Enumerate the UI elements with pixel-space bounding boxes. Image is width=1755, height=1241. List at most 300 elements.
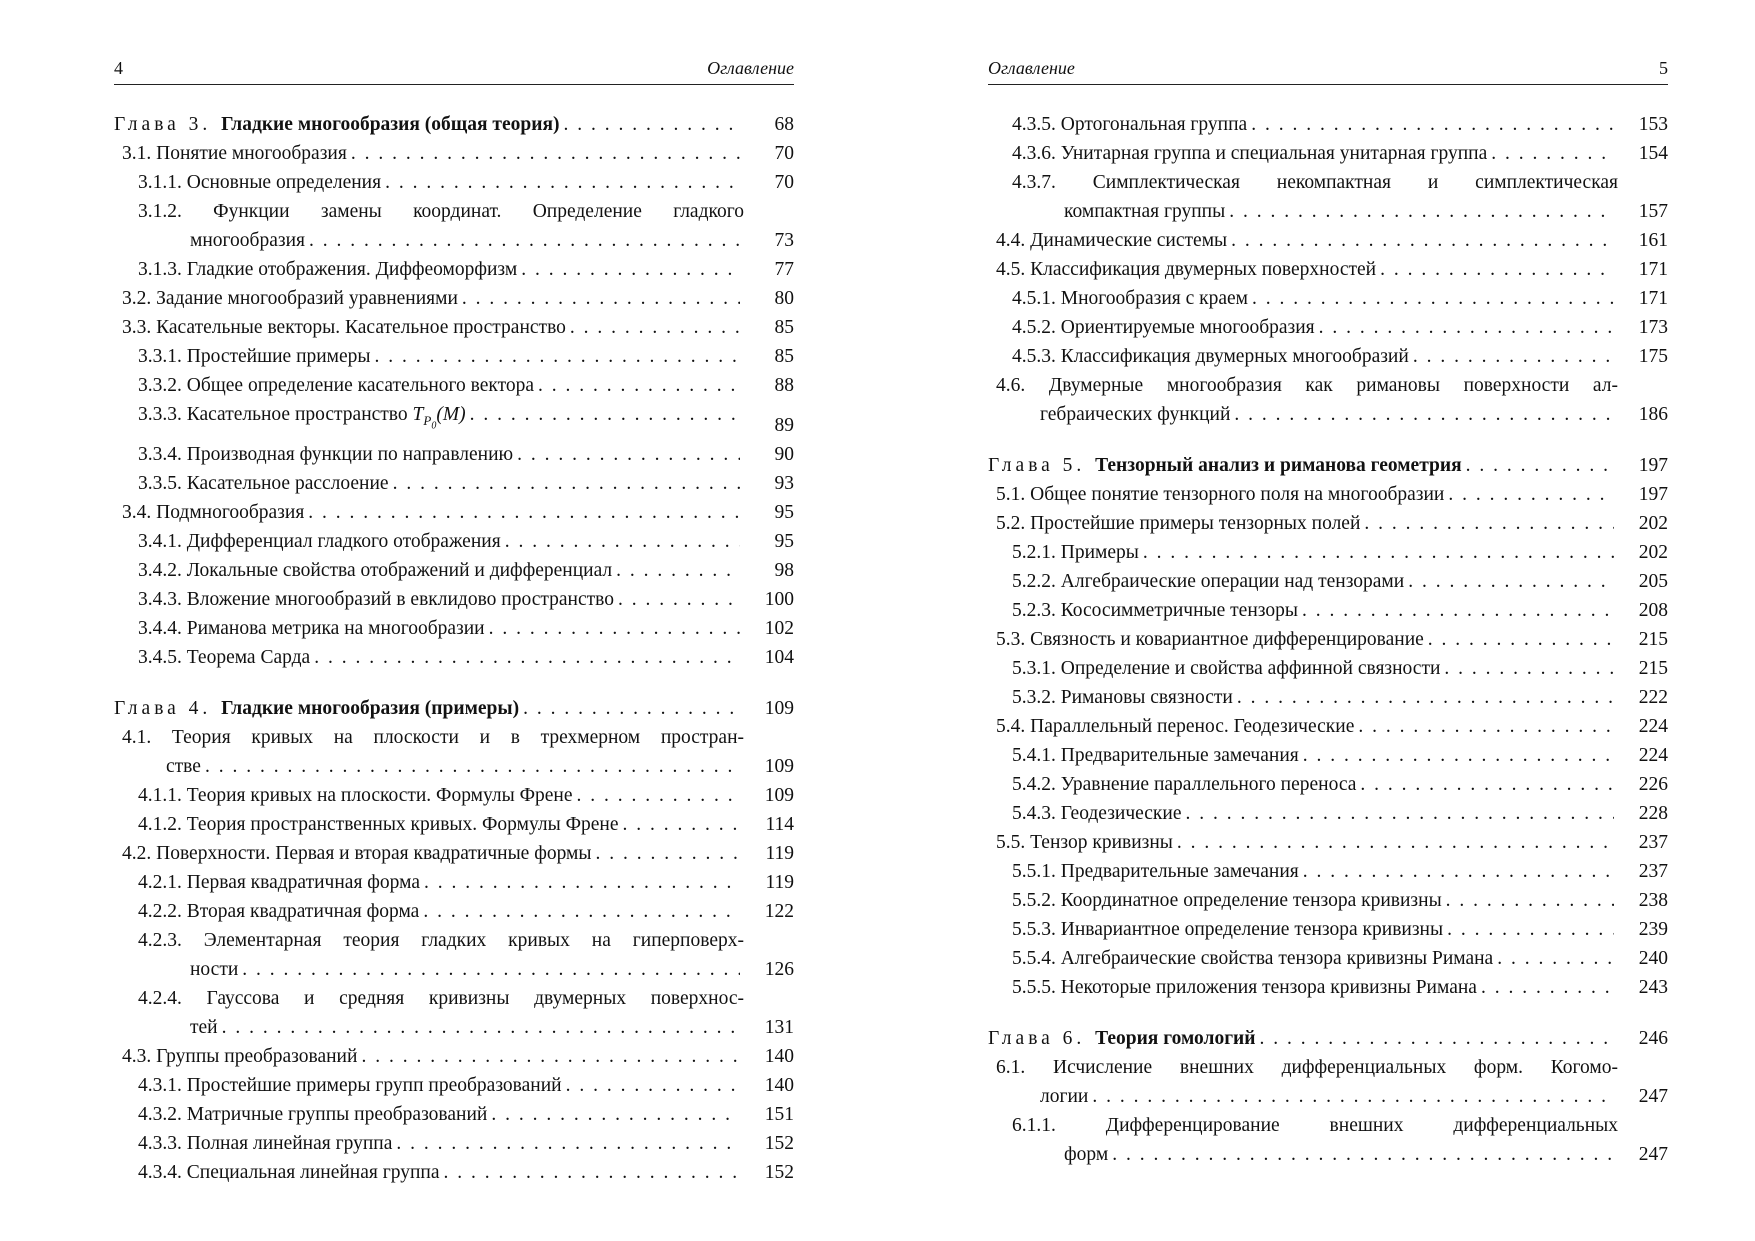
page-reference: 95 [774, 502, 794, 524]
dot-leader [1448, 480, 1614, 509]
entry-line [138, 469, 744, 498]
dot-leader [517, 440, 740, 469]
dot-leader [616, 556, 740, 585]
entry-line [122, 313, 744, 342]
toc-entry[interactable] [114, 810, 794, 839]
entry-line [138, 614, 744, 643]
page-reference: 152 [764, 1162, 794, 1184]
entry-text-continued: компактная группы [1064, 201, 1226, 222]
dot-leader [1303, 741, 1614, 770]
entry-title: 3.3. Касательные векторы. Касательное пространство [122, 317, 566, 338]
entry-title: 3.1.3. Гладкие отображения. Диффеоморфизм [138, 259, 518, 280]
page-reference: 126 [764, 959, 794, 981]
chapter-label: Глава 4. [114, 698, 212, 720]
page-reference: 77 [774, 259, 794, 280]
entry-title: 4.2.2. Вторая квадратичная форма [138, 901, 420, 923]
dot-leader [1260, 1024, 1614, 1053]
entry-title: 3.3.1. Простейшие примеры [138, 346, 371, 367]
page-reference: 152 [764, 1133, 794, 1155]
toc-entry[interactable] [988, 915, 1668, 944]
dot-leader [521, 255, 740, 284]
table-of-contents [988, 110, 1668, 1169]
dot-leader [1302, 596, 1614, 625]
dot-leader [1380, 255, 1614, 284]
chapter-label: Глава 3. [114, 114, 212, 135]
chapter-title: Теория гомологий [1095, 1028, 1256, 1049]
entry-title: 5.3.2. Римановы связности [1012, 687, 1233, 708]
entry-title: 3.4.3. Вложение многообразий в евклидово пространство [138, 589, 614, 611]
toc-entry[interactable] [114, 440, 794, 469]
entry-line [1012, 857, 1618, 886]
dot-leader [309, 226, 740, 255]
page-reference: 237 [1638, 861, 1668, 882]
dot-leader [1360, 770, 1614, 799]
toc-entry[interactable] [114, 585, 794, 614]
entry-title: 4.3.2. Матричные группы преобразований [138, 1104, 488, 1126]
page-reference: 90 [774, 444, 794, 466]
toc-entry[interactable] [988, 226, 1668, 255]
chapter-title: Гладкие многообразия (примеры) [221, 698, 520, 720]
page-reference: 240 [1638, 948, 1668, 969]
chapter-label: Глава 5. [988, 455, 1086, 476]
chapter-heading [988, 1024, 1256, 1053]
page-reference: 224 [1638, 745, 1668, 766]
toc-entry[interactable] [114, 527, 794, 556]
formula-argument: (M) [436, 404, 466, 425]
page-reference: 237 [1638, 832, 1668, 853]
toc-entry[interactable] [114, 897, 794, 926]
dot-leader [1466, 451, 1614, 480]
running-title: Оглавление [707, 58, 794, 78]
entry-title: 3.4. Подмногообразия [122, 502, 305, 524]
page-reference: 175 [1638, 346, 1668, 367]
page-reference: 161 [1638, 230, 1668, 251]
formula-sub: P [423, 412, 432, 428]
toc-entry[interactable] [114, 984, 794, 1042]
toc-entry[interactable] [988, 712, 1668, 741]
dot-leader [1303, 857, 1614, 886]
page-number: 4 [114, 58, 123, 78]
entry-text-line1: 3.1.2. Функции замены координат. Определение гладкого [138, 201, 744, 222]
page-reference: 222 [1638, 687, 1668, 708]
entry-title: 3.1.1. Основные определения [138, 172, 382, 193]
chapter-label: Глава 6. [988, 1028, 1086, 1049]
dot-leader [242, 955, 740, 984]
entry-line [138, 371, 744, 400]
entry-text: 3.3.3. Касательное пространство [138, 404, 408, 425]
entry-title: 3.2. Задание многообразий уравнениями [122, 288, 458, 309]
dot-leader [351, 139, 740, 168]
entry-line [1012, 944, 1618, 973]
entry-line [1012, 886, 1618, 915]
entry-title: 3.4.2. Локальные свойства отображений и дифференциал [138, 560, 613, 582]
dot-leader [1444, 654, 1614, 683]
toc-entry[interactable] [114, 284, 794, 313]
page-reference: 154 [1638, 143, 1668, 164]
entry-line [138, 1129, 744, 1158]
page-reference: 85 [774, 317, 794, 338]
page-reference: 114 [765, 814, 794, 836]
chapter-heading [114, 110, 560, 139]
entry-title: 5.4.3. Геодезические [1012, 803, 1182, 824]
toc-entry[interactable] [114, 255, 794, 284]
dot-leader [596, 839, 741, 868]
page-reference: 239 [1638, 919, 1668, 940]
entry-title: 4.5.1. Многообразия с краем [1012, 288, 1248, 309]
dot-leader [1364, 509, 1614, 538]
toc-entry[interactable] [988, 313, 1668, 342]
dot-leader [308, 498, 740, 527]
page-reference: 238 [1638, 890, 1668, 911]
dot-leader [1481, 973, 1614, 1002]
entry-title: 5.5.2. Координатное определение тензора кривизны [1012, 890, 1442, 911]
entry-title: 5.3. Связность и ковариантное дифференцирование [996, 629, 1424, 650]
toc-entry[interactable] [988, 255, 1668, 284]
entry-title: 4.1.2. Теория пространственных кривых. Формулы Френе [138, 814, 619, 836]
page-reference: 70 [774, 172, 794, 193]
entry-text-line2 [138, 955, 744, 984]
entry-title: 3.1. Понятие многообразия [122, 143, 347, 164]
entry-line [122, 498, 744, 527]
toc-entry[interactable] [114, 839, 794, 868]
entry-line [1012, 770, 1618, 799]
dot-leader [1143, 538, 1614, 567]
toc-entry[interactable] [988, 770, 1668, 799]
entry-title: 4.3.1. Простейшие примеры групп преобразований [138, 1075, 562, 1097]
toc-entry[interactable] [114, 313, 794, 342]
entry-line [138, 1158, 744, 1187]
entry-line [996, 828, 1618, 857]
entry-title: 5.5.5. Некоторые приложения тензора кривизны Римана [1012, 977, 1477, 998]
toc-entry[interactable] [988, 741, 1668, 770]
entry-title: 4.2.1. Первая квадратичная форма [138, 872, 420, 894]
dot-leader [618, 585, 740, 614]
page-reference: 109 [764, 756, 794, 778]
page-reference: 215 [1638, 629, 1668, 650]
page-reference: 215 [1638, 658, 1668, 679]
section-gap [988, 1002, 1668, 1024]
entry-line [138, 255, 744, 284]
toc-entry[interactable] [114, 139, 794, 168]
entry-text-line1: 4.6. Двумерные многообразия как римановы поверхности ал- [996, 375, 1618, 396]
left-page [114, 0, 794, 1241]
entry-text-line1: 4.2.3. Элементарная теория гладких кривых на гиперповерх- [138, 930, 744, 952]
toc-entry[interactable] [988, 654, 1668, 683]
entry-line [138, 527, 744, 556]
page-reference: 246 [1638, 1028, 1668, 1049]
entry-line [1012, 313, 1618, 342]
page-number: 5 [1659, 58, 1668, 78]
dot-leader [385, 168, 740, 197]
toc-entry[interactable] [114, 926, 794, 984]
page-reference: 140 [764, 1075, 794, 1097]
page-reference: 247 [1638, 1086, 1668, 1107]
entry-line [122, 1042, 744, 1071]
toc-entry[interactable] [114, 1100, 794, 1129]
dot-leader [1319, 313, 1614, 342]
entry-title: 5.2. Простейшие примеры тензорных полей [996, 513, 1361, 534]
toc-entry[interactable] [114, 400, 794, 440]
chapter-entry[interactable] [988, 451, 1668, 480]
page-reference: 85 [774, 346, 794, 367]
toc-entry[interactable] [988, 828, 1668, 857]
dot-leader [205, 752, 740, 781]
entry-title: 3.4.5. Теорема Сарда [138, 647, 311, 669]
entry-line [996, 480, 1618, 509]
toc-entry[interactable] [114, 1158, 794, 1187]
entry-title: 4.1.1. Теория кривых на плоскости. Формулы Френе [138, 785, 573, 807]
entry-text-line1: 4.3.7. Симплектическая некомпактная и симплектическая [1012, 172, 1618, 193]
toc-entry[interactable] [988, 596, 1668, 625]
entry-line [138, 643, 744, 672]
entry-title: 4.4. Динамические системы [996, 230, 1228, 251]
entry-line [138, 585, 744, 614]
page-reference: 88 [774, 375, 794, 396]
dot-leader [491, 1100, 740, 1129]
entry-line [138, 168, 744, 197]
toc-entry[interactable] [988, 1111, 1668, 1169]
chapter-title: Гладкие многообразия (общая теория) [221, 114, 560, 135]
entry-text-line2 [138, 1013, 744, 1042]
section-gap [988, 429, 1668, 451]
entry-text-line1: 4.1. Теория кривых на плоскости и в трехмерном простран- [122, 727, 744, 749]
entry-line [996, 712, 1618, 741]
dot-leader [1234, 400, 1614, 429]
page-reference: 197 [1638, 484, 1668, 505]
dot-leader [396, 1129, 740, 1158]
entry-line [1012, 567, 1618, 596]
toc-entry[interactable] [114, 1071, 794, 1100]
running-head [988, 58, 1668, 85]
page-reference: 151 [764, 1104, 794, 1126]
page-reference: 224 [1638, 716, 1668, 737]
dot-leader [424, 868, 740, 897]
dot-leader [1408, 567, 1614, 596]
entry-line [1012, 284, 1618, 313]
entry-line [1012, 538, 1618, 567]
dot-leader [222, 1013, 740, 1042]
page-reference: 202 [1638, 542, 1668, 563]
entry-line [138, 781, 744, 810]
toc-entry[interactable] [114, 168, 794, 197]
entry-line [1012, 654, 1618, 683]
chapter-title: Тензорный анализ и риманова геометрия [1095, 455, 1462, 476]
toc-entry[interactable] [988, 625, 1668, 654]
page-reference: 70 [774, 143, 794, 164]
dot-leader [1092, 1082, 1614, 1111]
entry-title: 4.5.2. Ориентируемые многообразия [1012, 317, 1315, 338]
toc-entry[interactable] [114, 868, 794, 897]
entry-title: 5.1. Общее понятие тензорного поля на многообразии [996, 484, 1445, 505]
page-reference: 68 [774, 114, 794, 135]
toc-entry[interactable] [988, 1053, 1668, 1111]
right-page [988, 0, 1668, 1241]
toc-entry[interactable] [988, 284, 1668, 313]
dot-leader [577, 781, 740, 810]
entry-text-line1: 6.1.1. Дифференцирование внешних дифференциальных [1012, 1115, 1618, 1136]
page-reference: 247 [1638, 1144, 1668, 1165]
entry-line [138, 400, 744, 440]
entry-title: 4.5.3. Классификация двумерных многообразий [1012, 346, 1409, 367]
toc-entry[interactable] [988, 342, 1668, 371]
toc-entry[interactable] [114, 781, 794, 810]
page-reference: 119 [765, 843, 794, 865]
chapter-entry[interactable] [988, 1024, 1668, 1053]
entry-title: 3.4.1. Дифференциал гладкого отображения [138, 531, 501, 553]
page-reference: 243 [1638, 977, 1668, 998]
toc-entry[interactable] [114, 1042, 794, 1071]
entry-title: 3.4.4. Риманова метрика на многообразии [138, 618, 485, 640]
entry-title: 4.5. Классификация двумерных поверхностей [996, 259, 1377, 280]
dot-leader [1447, 915, 1614, 944]
page-reference: 205 [1638, 571, 1668, 592]
section-gap [114, 672, 794, 694]
dot-leader [622, 810, 740, 839]
entry-text-continued: логии [1040, 1086, 1089, 1107]
page-reference: 197 [1638, 455, 1668, 476]
dot-leader [1491, 139, 1614, 168]
dot-leader [361, 1042, 740, 1071]
toc-entry[interactable] [114, 556, 794, 585]
entry-text-line1: 6.1. Исчисление внешних дифференциальных форм. Когомо- [996, 1057, 1618, 1078]
dot-leader [375, 342, 740, 371]
entry-text-line2 [1012, 1140, 1618, 1169]
entry-line [114, 694, 744, 723]
dot-leader [1413, 342, 1614, 371]
toc-entry[interactable] [988, 110, 1668, 139]
entry-line [988, 451, 1618, 480]
entry-text-line2 [1012, 197, 1618, 226]
toc-entry[interactable] [988, 886, 1668, 915]
dot-leader [314, 643, 740, 672]
toc-entry[interactable] [988, 567, 1668, 596]
entry-line [1012, 596, 1618, 625]
entry-title: 5.4.1. Предварительные замечания [1012, 745, 1299, 766]
page-reference: 186 [1638, 404, 1668, 425]
entry-text-continued: форм [1064, 1144, 1109, 1165]
toc-entry[interactable] [114, 371, 794, 400]
entry-line [138, 342, 744, 371]
toc-entry[interactable] [114, 643, 794, 672]
dot-leader [1177, 828, 1614, 857]
entry-title: 3.3.2. Общее определение касательного вектора [138, 375, 535, 396]
page-reference: 171 [1638, 259, 1668, 280]
dot-leader [489, 614, 740, 643]
entry-text-continued: гебраических функций [1040, 404, 1231, 425]
toc-entry[interactable] [988, 683, 1668, 712]
toc-entry[interactable] [114, 723, 794, 781]
page-reference: 89 [774, 415, 794, 437]
page-reference: 100 [764, 589, 794, 611]
running-title: Оглавление [988, 58, 1075, 78]
toc-entry[interactable] [114, 197, 794, 255]
toc-entry[interactable] [114, 469, 794, 498]
entry-line [114, 110, 744, 139]
entry-title: 5.3.1. Определение и свойства аффинной связности [1012, 658, 1441, 679]
entry-text-continued: многообразия [190, 230, 305, 251]
dot-leader [570, 313, 740, 342]
chapter-heading [114, 694, 519, 723]
entry-line [1012, 973, 1618, 1002]
entry-line [988, 1024, 1618, 1053]
entry-title [138, 400, 466, 440]
dot-leader [1186, 799, 1614, 828]
entry-title: 5.4. Параллельный перенос. Геодезические [996, 716, 1355, 737]
chapter-entry[interactable] [114, 110, 794, 139]
dot-leader [505, 527, 740, 556]
page-reference: 109 [764, 785, 794, 807]
toc-entry[interactable] [988, 480, 1668, 509]
toc-entry[interactable] [988, 799, 1668, 828]
entry-line [138, 810, 744, 839]
page-reference: 131 [764, 1017, 794, 1039]
entry-line [138, 556, 744, 585]
toc-entry[interactable] [988, 944, 1668, 973]
toc-entry[interactable] [114, 342, 794, 371]
toc-entry[interactable] [114, 614, 794, 643]
entry-text-line2 [122, 752, 744, 781]
dot-leader [1251, 110, 1614, 139]
entry-line [996, 625, 1618, 654]
dot-leader [470, 400, 740, 429]
entry-text-continued: тей [190, 1017, 218, 1039]
toc-entry[interactable] [114, 498, 794, 527]
toc-entry[interactable] [114, 1129, 794, 1158]
page-reference: 208 [1638, 600, 1668, 621]
entry-line [138, 897, 744, 926]
entry-title: 4.2. Поверхности. Первая и вторая квадратичные формы [122, 843, 592, 865]
dot-leader [1428, 625, 1614, 654]
dot-leader [393, 469, 740, 498]
toc-entry[interactable] [988, 857, 1668, 886]
entry-title: 4.3.3. Полная линейная группа [138, 1133, 393, 1155]
page-reference: 109 [764, 698, 794, 720]
entry-line [1012, 139, 1618, 168]
dot-leader [423, 897, 740, 926]
entry-title: 5.2.1. Примеры [1012, 542, 1139, 563]
toc-entry[interactable] [988, 509, 1668, 538]
page-reference: 171 [1638, 288, 1668, 309]
entry-line [138, 1100, 744, 1129]
entry-title: 5.5. Тензор кривизны [996, 832, 1173, 853]
entry-line [996, 255, 1618, 284]
toc-entry[interactable] [988, 973, 1668, 1002]
entry-line [996, 509, 1618, 538]
dot-leader [1446, 886, 1614, 915]
toc-entry[interactable] [988, 371, 1668, 429]
entry-title: 5.2.3. Кососимметричные тензоры [1012, 600, 1298, 621]
toc-entry[interactable] [988, 139, 1668, 168]
entry-text-continued: стве [166, 756, 201, 778]
page-reference: 93 [774, 473, 794, 495]
chapter-entry[interactable] [114, 694, 794, 723]
entry-line [122, 284, 744, 313]
entry-title: 4.3. Группы преобразований [122, 1046, 358, 1068]
formula [412, 404, 466, 432]
entry-title: 5.4.2. Уравнение параллельного переноса [1012, 774, 1357, 795]
page-reference: 102 [764, 618, 794, 640]
formula-symbol: T [412, 404, 424, 425]
entry-title: 4.3.4. Специальная линейная группа [138, 1162, 440, 1184]
dot-leader [462, 284, 740, 313]
entry-title: 5.2.2. Алгебраические операции над тензорами [1012, 571, 1405, 592]
page-reference: 119 [765, 872, 794, 894]
toc-entry[interactable] [988, 168, 1668, 226]
dot-leader [1237, 683, 1614, 712]
toc-entry[interactable] [988, 538, 1668, 567]
entry-line [1012, 799, 1618, 828]
dot-leader [1231, 226, 1614, 255]
